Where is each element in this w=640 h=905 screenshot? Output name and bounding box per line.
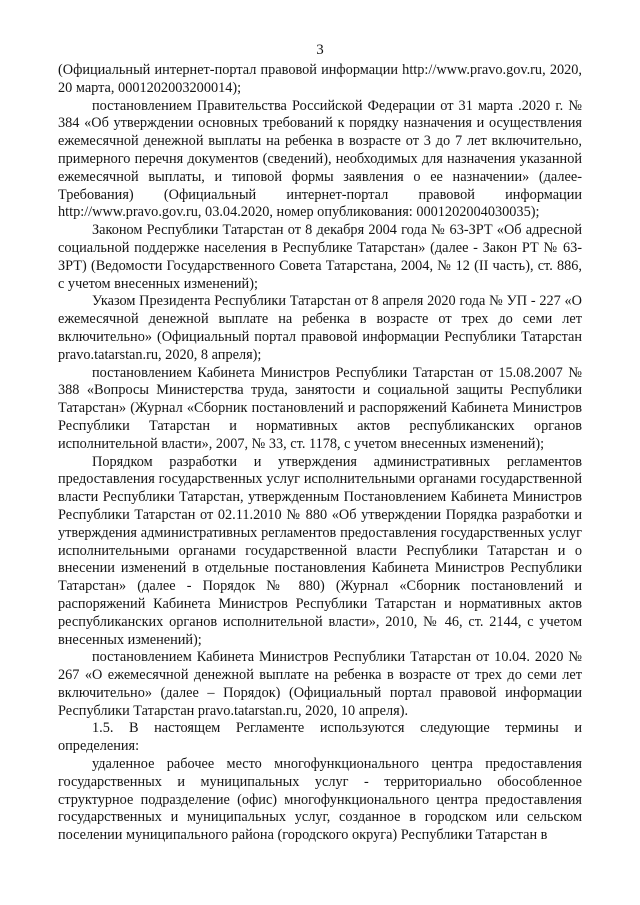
paragraph-7: постановлением Кабинета Министров Республики Татарстан от 10.04. 2020 № 267 «О ежемесячной денежной выплате на ребенка в возрасте от трех до семи лет включительно» (далее – Порядок) (Официальный портал правовой информации Республики Татарстан pravo.tatarstan.ru, 2020, 10 апреля).	[58, 649, 582, 719]
paragraph-4: Указом Президента Республики Татарстан от 8 апреля 2020 года № УП - 227 «О ежемесячной денежной выплате на ребенка в возрасте от трех до семи лет включительно» (Официальный портал правовой информации Республики Татарстан pravo.tatarstan.ru, 2020, 8 апреля);	[58, 293, 582, 363]
paragraph-1: (Официальный интернет-портал правовой информации http://www.pravo.gov.ru, 2020, 20 марта, 0001202003200014);	[58, 62, 582, 96]
paragraph-9: удаленное рабочее место многофункционального центра предоставления государственных и муниципальных услуг - территориально обособленное структурное подразделение (офис) многофункционального центра предоставления государственных и муниципальных услуг, созданное в городском или сельском поселении муниципального района (городского округа) Республики Татарстан в	[58, 756, 582, 844]
paragraph-6: Порядком разработки и утверждения административных регламентов предоставления государственных услуг исполнительными органами государственной власти Республики Татарстан, утвержденным Постановлением Кабинета Министров Республики Татарстан от 02.11.2010 № 880 «Об утверждении Порядка разработки и утверждения административных регламентов предоставления государственных услуг исполнительными органами государственной власти Республики Татарстан и о внесении изменений в отдельные постановления Кабинета Министров Республики Татарстан» (далее - Порядок № 880) (Журнал «Сборник постановлений и распоряжений Кабинета Министров Республики Татарстан и нормативных актов республиканских органов исполнительной власти», 2010, № 46, ст. 2144, с учетом внесенных изменений);	[58, 453, 582, 648]
document-body	[58, 62, 582, 845]
paragraph-2: постановлением Правительства Российской Федерации от 31 марта .2020 г. № 384 «Об утверждении основных требований к порядку назначения и осуществления ежемесячной денежной выплаты на ребенка в возрасте от 3 до 7 лет включительно, примерного перечня документов (сведений), необходимых для назначения указанной ежемесячной выплаты, и типовой формы заявления о ее назначении» (далее- Требования) (Официальный интернет-портал правовой информации http://www.pravo.gov.ru, 03.04.2020, номер опубликования: 0001202004030035);	[58, 97, 582, 221]
paragraph-5: постановлением Кабинета Министров Республики Татарстан от 15.08.2007 № 388 «Вопросы Министерства труда, занятости и социальной защиты Республики Татарстан» (Журнал «Сборник постановлений и распоряжений Кабинета Министров Республики Татарстан и нормативных актов республиканских органов исполнительной власти», 2007, № 33, ст. 1178, с учетом внесенных изменений);	[58, 364, 582, 452]
page-number: 3	[316, 42, 324, 58]
paragraph-8: 1.5. В настоящем Регламенте используются следующие термины и определения:	[58, 720, 582, 755]
paragraph-3: Законом Республики Татарстан от 8 декабря 2004 года № 63-ЗРТ «Об адресной социальной поддержке населения в Республике Татарстан» (далее - Закон РТ № 63-ЗРТ) (Ведомости Государственного Совета Татарстана, 2004, № 12 (II часть), ст. 886, с учетом внесенных изменений);	[58, 222, 582, 292]
